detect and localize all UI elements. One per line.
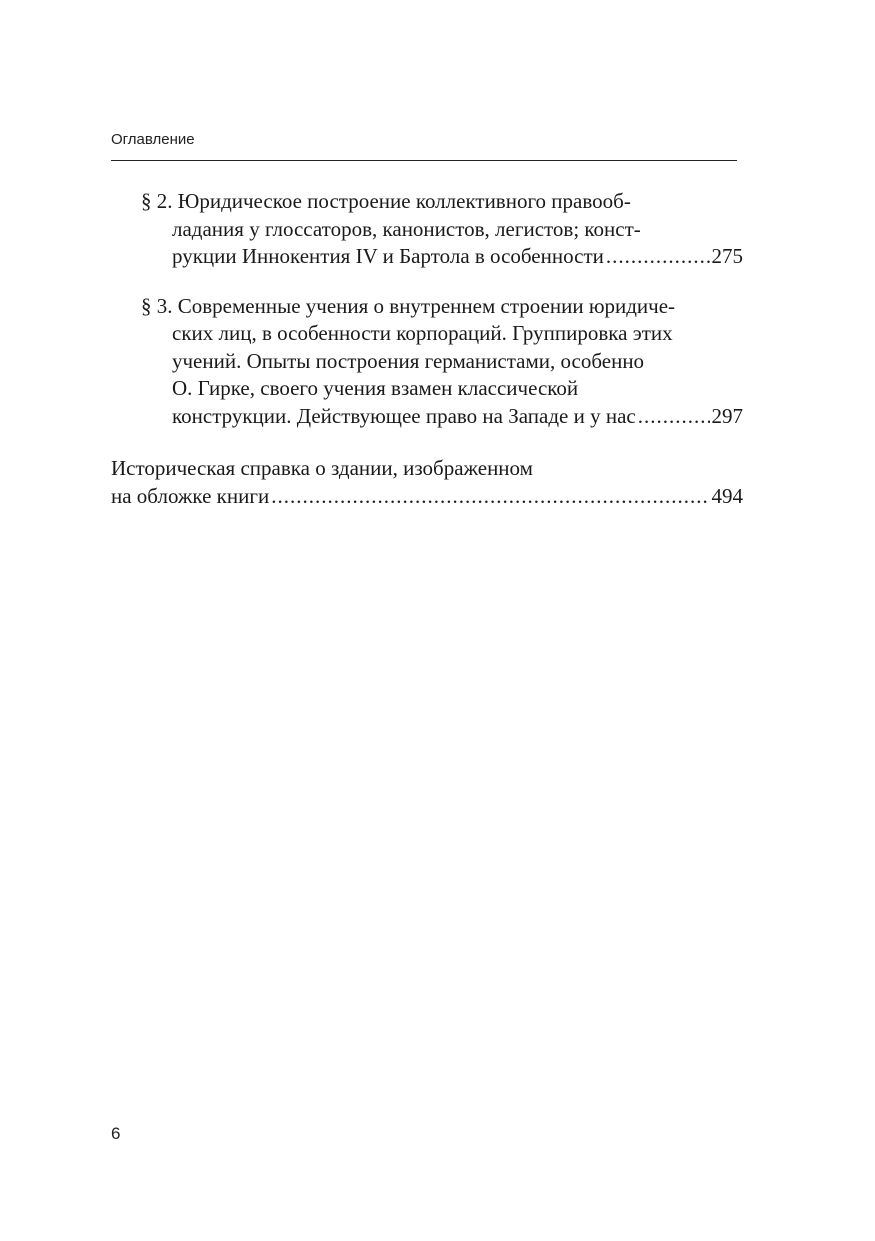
toc-entry-section-3[interactable] <box>111 293 743 431</box>
toc-entry-line: § 2. Юридическое построение коллективного правооб- <box>141 189 631 213</box>
running-head-title: Оглавление <box>111 131 195 148</box>
toc-entry-line: § 3. Современные учения о внутреннем строении юридиче- <box>141 293 676 318</box>
toc-entry-line: ладания у глоссаторов, канонистов, легистов; конст- <box>172 216 641 241</box>
toc-entry-line: рукции Иннокентия IV и Бартола в особенности <box>172 244 604 268</box>
toc-entry-line: О. Гирке, своего учения взамен классической <box>172 376 579 400</box>
header-rule <box>111 160 737 161</box>
dot-leader <box>271 483 709 511</box>
toc-entry-last-line <box>141 403 743 431</box>
toc-page-number: 494 <box>711 483 743 508</box>
toc-entry-line: ских лиц, в особенности корпораций. Группировка этих <box>172 321 673 345</box>
toc-entry-last-line <box>141 243 743 271</box>
toc-entry-line: конструкции. Действующее право на Западе и у нас <box>172 403 636 428</box>
toc-entry-last-line <box>111 483 743 511</box>
dot-leader <box>606 243 710 271</box>
toc-entry-section-2[interactable] <box>111 188 743 271</box>
table-of-contents <box>111 188 743 510</box>
toc-entry-historical-note[interactable] <box>111 455 743 510</box>
page-number: 6 <box>111 1124 121 1143</box>
toc-page-number: 297 <box>711 403 743 428</box>
dot-leader <box>638 403 710 431</box>
toc-entry-line: учений. Опыты построения германистами, особенно <box>172 348 645 373</box>
toc-page-number: 275 <box>711 244 743 268</box>
toc-entry-line: Историческая справка о здании, изображенном <box>111 456 533 480</box>
toc-entry-line: на обложке книги <box>111 483 270 508</box>
